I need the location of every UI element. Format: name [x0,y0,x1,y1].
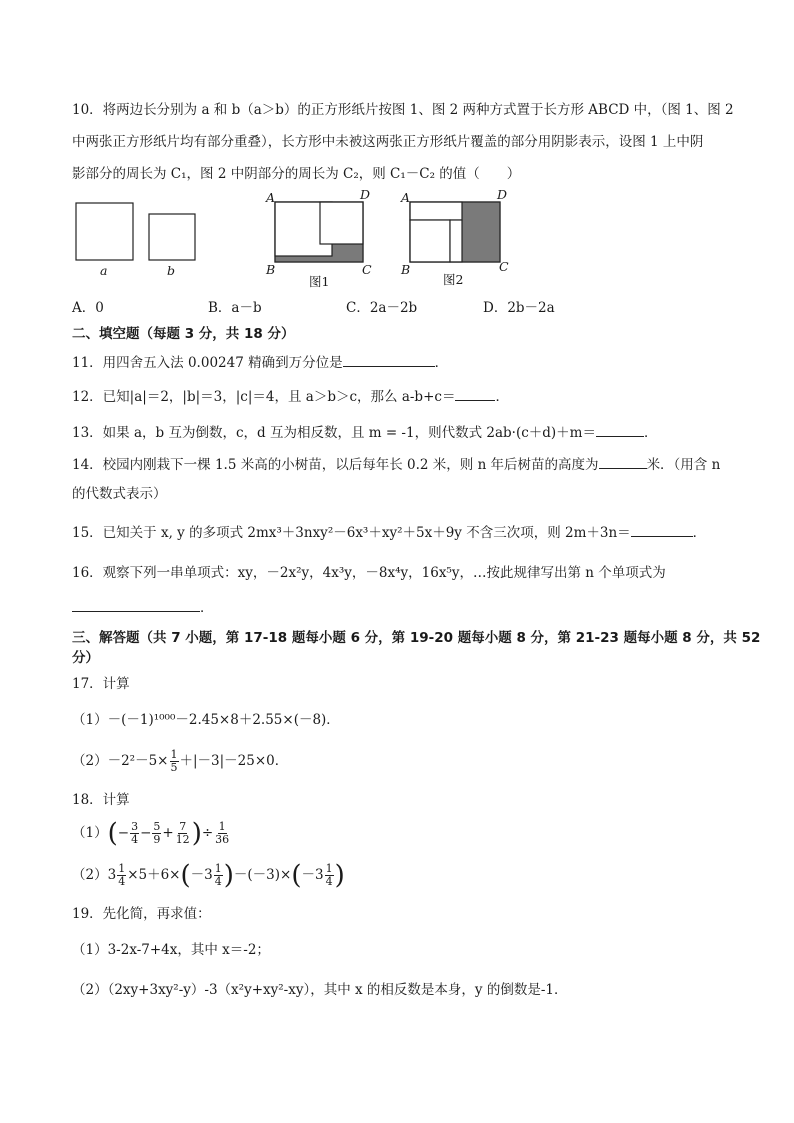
q11-answer-blank[interactable] [343,352,435,367]
q17-title: 17．计算 [72,676,130,692]
q13 [72,422,657,443]
q18-part2: （2）3 $\frac{1}{4}$ ×5＋6×(－3 $\frac{1}{4}$ )－(－3)×(－3 $\frac{1}{4}$ ) [72,860,345,891]
q16-end: ． [200,600,214,616]
fig2-caption: 图2 [443,272,464,287]
q16-line2 [72,597,214,618]
q13-text: 13．如果 a，b 互为倒数，c，d 互为相反数，且 m = -1，则代数式 2ab·(c＋d)＋m＝ [72,425,596,441]
section3-title-line1: 三、解答题（共 7 小题，第 17-18 题每小题 6 分，第 19-20 题每小题 8 分，第 21-23 题每小题 8 分，共 52 [72,630,761,646]
q15-end: ． [692,525,707,541]
fig1-caption: 图1 [309,274,330,289]
q18-title: 18．计算 [72,792,130,808]
q18-part1: （1）(− $\frac{3}{4}$ − $\frac{5}{9}$ + $\frac{7}{12}$ )÷ $\frac{1}{36}$ [72,818,230,849]
squares-a-b-figure [72,200,202,270]
q12-answer-blank[interactable] [455,386,495,401]
q17-p2-b: ＋|－3|－25×0． [179,753,289,769]
q15-answer-blank[interactable] [631,522,693,537]
q18-p1-label: （1） [72,825,108,841]
q10-option-b[interactable]: B．a－b [208,300,262,316]
fig2-B: B [401,262,411,277]
q15-text: 15．已知关于 x, y 的多项式 2mx³＋3nxy²－6x³＋xy²＋5x＋9y 不含三次项，则 2m＋3n＝ [72,525,631,541]
q16: 16．观察下列一串单项式：xy，－2x²y，4x³y，－8x⁴y，16x⁵y，…按此规律写出第 n 个单项式为 [72,565,666,581]
q14 [72,454,720,475]
figure-1 [270,196,370,268]
square-b-fig1 [320,202,363,244]
q10-option-c[interactable]: C．2a－2b [346,300,418,316]
q14-answer-blank[interactable] [599,454,647,469]
square-a [76,203,133,260]
square-b [149,214,195,260]
square-a-fig2 [410,220,450,262]
q10-option-d[interactable]: D．2b－2a [483,300,555,316]
shade-1b [275,256,363,262]
q19-title: 19．先化简，再求值： [72,906,211,922]
q11-text: 11．用四舍五入法 0.00247 精确到万分位是 [72,355,343,371]
q14-end: 米．（用含 n [646,457,721,473]
q10-line1: 10．将两边长分别为 a 和 b（a＞b）的正方形纸片按图 1、图 2 两种方式置于长方形 ABCD 中，（图 1、图 2 [72,102,734,118]
section3-title-line2: 分） [72,650,99,666]
fig1-D: D [360,187,371,202]
shade-2 [462,202,500,262]
q11-end: ． [434,355,449,371]
q19-part2: （2）（2xy+3xy²-y）-3（x²y+xy²-xy），其中 x 的相反数是本身，y 的倒数是-1． [72,982,568,998]
q16-answer-blank[interactable] [72,597,200,612]
q17-fraction: $\frac{1}{5}$ [170,748,178,774]
q19-part1: （1）3-2x-7+4x，其中 x＝-2； [72,942,270,958]
label-a: a [100,263,108,278]
q10-line3: 影部分的周长为 C₁，图 2 中阴部分的周长为 C₂，则 C₁－C₂ 的值（ ） [72,166,521,182]
q12-text: 12．已知|a|＝2，|b|＝3，|c|＝4，且 a＞b＞c，那么 a-b+c＝ [72,389,456,405]
fig1-C: C [362,262,372,277]
fig1-A: A [266,190,276,205]
q18-p2-label: （2） [72,867,108,883]
fig2-A: A [401,190,411,205]
q13-end: ． [643,425,658,441]
q13-answer-blank[interactable] [596,422,644,437]
q12-end: ． [495,389,509,405]
q10-line2: 中两张正方形纸片均有部分重叠），长方形中未被这两张正方形纸片覆盖的部分用阴影表示，设图 1 上中阴 [72,134,704,150]
q10-option-a[interactable]: A．0 [72,300,104,316]
q12 [72,386,509,407]
fig2-D: D [497,187,508,202]
section2-title: 二、填空题（每题 3 分，共 18 分） [72,326,295,342]
label-b: b [167,263,176,278]
q11 [72,352,448,373]
q14-line2: 的代数式表示） [72,486,167,502]
figure-2 [405,196,505,268]
square-b-fig2 [410,202,462,220]
q15 [72,522,706,543]
q17-p2-a: （2）－2²－5× [72,753,169,769]
q17-part1: （1）－(－1)¹⁰⁰⁰－2.45×8＋2.55×(－8)． [72,712,340,728]
q14-text: 14．校园内刚栽下一棵 1.5 米高的小树苗，以后每年长 0.2 米，则 n 年后树苗的高度为 [72,457,599,473]
fig2-C: C [499,259,509,274]
fig1-B: B [266,262,276,277]
q17-part2 [72,748,288,774]
